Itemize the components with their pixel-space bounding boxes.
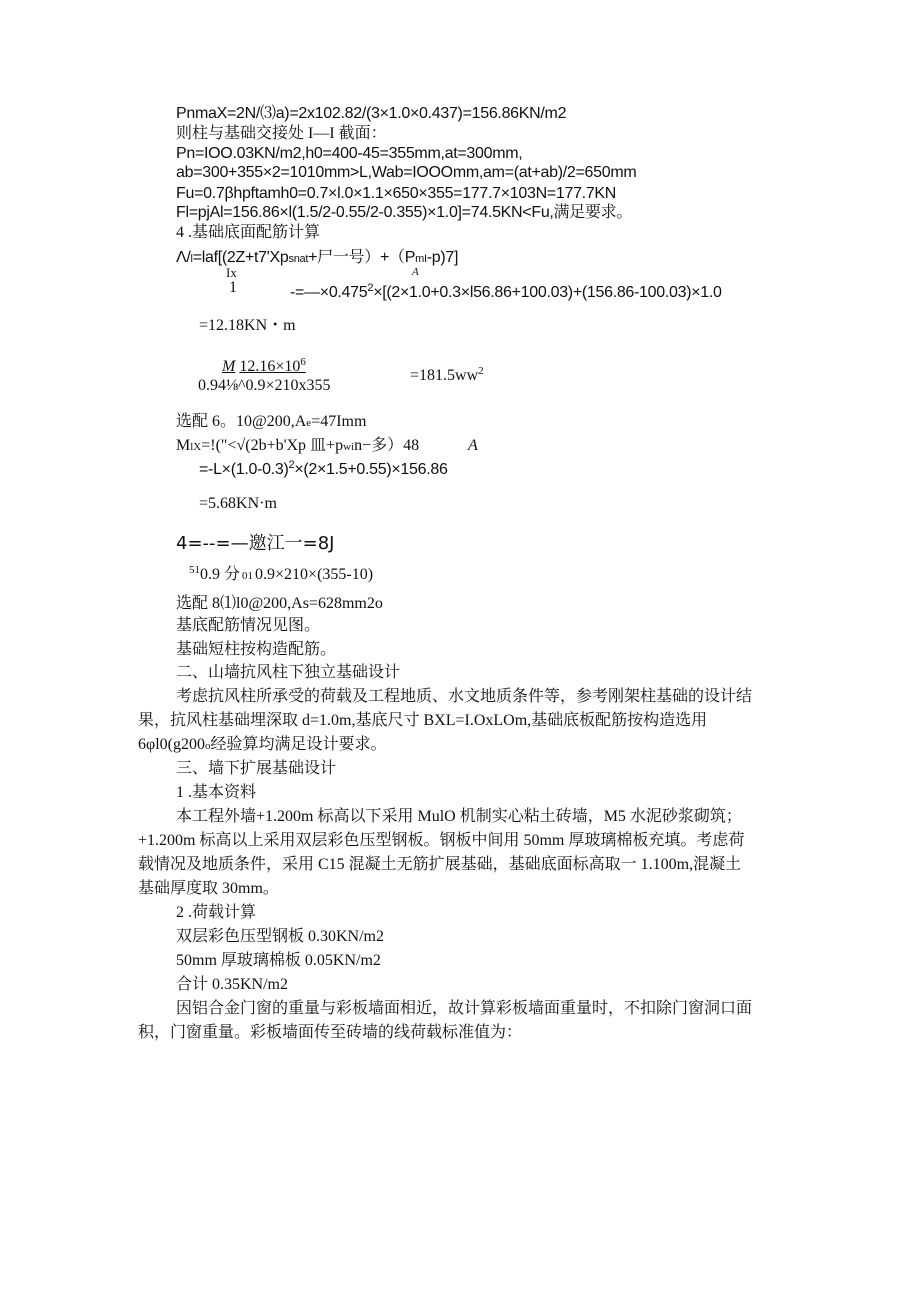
formula-as-numerator [222,352,306,377]
formula-text: 0.9 分 [200,566,241,583]
result-m2: =5.68KN·m [199,495,277,512]
formula-fraction-one: 1 [229,279,237,296]
formula-m1-expanded [290,278,722,303]
load-total: 合计 0.35KN/m2 [176,976,289,993]
formula-text: M [176,437,191,454]
formula-text: 0.9×210×(355-10) [255,566,374,583]
formula-fl: Fl=pjAl=156.86×l(1.5/2-0.55/2-0.355)×1.0]=74.5KN<Fu,满足要求。 [176,204,633,221]
formula-subscript: l [190,253,193,265]
formula-garbled: 4=--=—邀江一=8J [176,533,335,554]
formula-superscript: 2 [478,365,484,377]
formula-text: n−多）48 [354,437,420,454]
formula-pn: Pn=IOO.03KN/m2,h0=400-45=355mm,at=300mm, [176,145,523,162]
formula-subscript: mI [415,253,427,265]
rebar-selection-1 [176,412,366,433]
formula-superscript: 2 [367,282,374,294]
formula-subscript: o [205,740,211,752]
text-line: 基础短柱按构造配筋。 [176,641,337,658]
formula-subscript: wi [343,441,355,453]
formula-subscript: lX [190,441,202,453]
formula-text: ×[(2×1.0+0.3×l56.86+100.03)+(156.86-100.03)×1.0 [373,284,722,301]
formula-text: -p)7] [426,249,459,266]
section-heading-3: 三、墙下扩展基础设计 [176,760,337,777]
paragraph-line: 载情况及地质条件，采用 C15 混凝土无筋扩展基础，基础底面标高取一 1.100m,混凝土 [138,856,742,873]
formula-text: +尸一号）+（P [308,249,416,266]
formula-text: 6φl0(g200 [138,736,206,753]
formula-as2-denominator [189,560,373,586]
formula-subscript: e [306,417,312,429]
formula-subscript-a: A [412,266,419,278]
formula-text: M [222,358,236,375]
result-as [410,361,484,386]
section-label: 则柱与基础交接处 I—I 截面： [176,125,387,142]
formula-subscript: 01 [242,570,254,582]
subheading-load-calc: 2 .荷载计算 [176,904,257,921]
rebar-selection-2: 选配 8⑴l0@200,As=628mm2o [176,595,383,612]
formula-as-denominator: 0.94⅛^0.9×210x355 [198,377,331,394]
formula-text: ×(2×1.5+0.55)×156.86 [294,461,448,478]
heading-base-rebar: 4 .基础底面配筋计算 [176,224,321,241]
paragraph-line [138,735,387,756]
formula-subscript: snat [288,253,309,265]
formula-text: 选配 6。10@200,A [176,413,307,430]
load-item: 50mm 厚玻璃棉板 0.05KN/m2 [176,952,381,969]
formula-text: Λ/ [176,249,191,266]
formula-text: =47Imm [311,413,367,430]
formula-text: =-L×(1.0-0.3) [199,461,289,478]
formula-text: 经验算均满足设计要求。 [210,736,387,753]
formula-text: =!("<√(2b+b'Xp 皿+p [201,437,344,454]
formula-text [239,358,306,375]
formula-m2-expanded [199,455,448,480]
formula-text: 12.16×10 [239,358,301,375]
text-line: 基底配筋情况见图。 [176,617,321,634]
result-m1: =12.18KN・m [199,317,296,334]
formula-fu: Fu=0.7βhpftamh0=0.7×l.0×1.1×650×355=177.7×103N=177.7KN [176,185,617,202]
paragraph-line: 考虑抗风柱所承受的荷载及工程地质、水文地质条件等，参考刚架柱基础的设计结 [176,688,753,705]
formula-ab: ab=300+355×2=1010mm>L,Wab=IOOOmm,am=(at+ab)/2=650mm [176,164,637,181]
section-heading-2: 二、山墙抗风柱下独立基础设计 [176,664,401,681]
formula-m2 [176,436,419,457]
formula-superscript: 6 [300,356,306,368]
formula-subscript-ix: Ix [226,265,237,280]
formula-text: =181.5ww [410,367,479,384]
formula-superscript: 51 [189,564,200,576]
paragraph-line: +1.200m 标高以上采用双层彩色压型钢板。钢板中间用 50mm 厚玻璃棉板充填。考虑荷 [138,832,745,849]
subheading-basic-info: 1 .基本资料 [176,784,257,801]
formula-symbol-a: A [468,437,478,454]
formula-text: -=—×0.475 [290,284,368,301]
formula-superscript: 2 [288,459,295,471]
paragraph-line: 积，门窗重量。彩板墙面传至砖墙的线荷载标准值为： [138,1024,523,1041]
load-item: 双层彩色压型钢板 0.30KN/m2 [176,928,385,945]
paragraph-line: 基础厚度取 30mm。 [138,880,279,897]
paragraph-line: 果，抗风柱基础埋深取 d=1.0m,基底尺寸 BXL=I.OxLOm,基础底板配筋按构造选用 [138,712,708,729]
formula-text: =laf[(2Z+t7'Xp [192,249,289,266]
paragraph-line: 本工程外墙+1.200m 标高以下采用 MulO 机制实心粘土砖墙，M5 水泥砂浆砌筑； [176,808,742,825]
paragraph-line: 因铝合金门窗的重量与彩板墙面相近，故计算彩板墙面重量时，不扣除门窗洞口面 [176,1000,753,1017]
formula-pnmax: PnmaX=2N/⑶a)=2x102.82/(3×1.0×0.437)=156.86KN/m2 [176,105,567,122]
